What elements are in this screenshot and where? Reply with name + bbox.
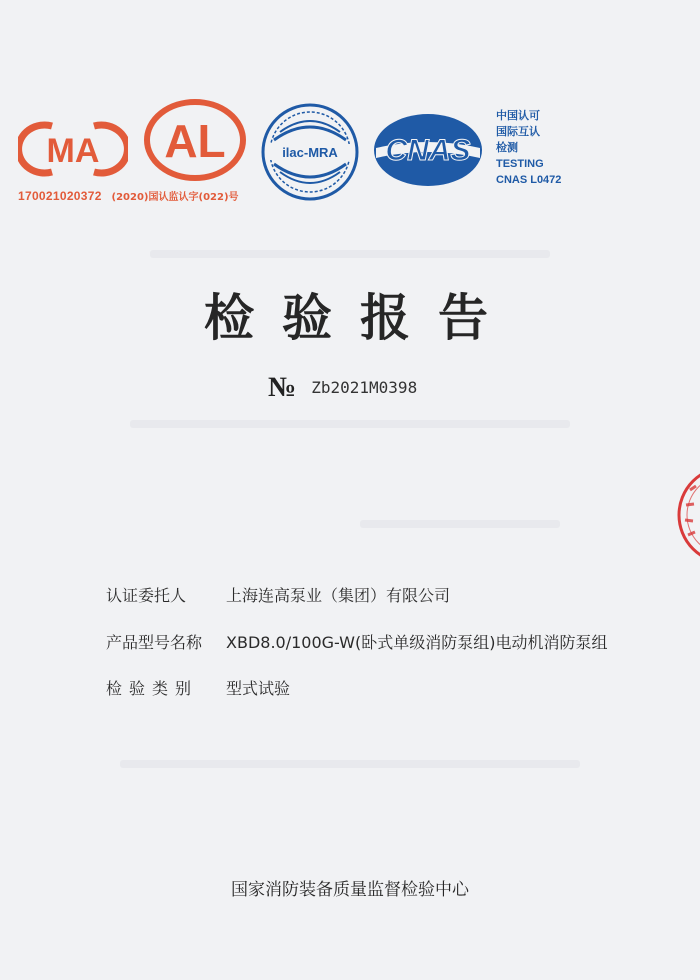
- cnas-line: CNAS L0472: [496, 174, 562, 186]
- background-texture: [120, 760, 580, 768]
- background-texture: [130, 420, 570, 428]
- issuing-organization: 国家消防装备质量监督检验中心: [231, 880, 469, 900]
- report-number-value: Zb2021M0398: [311, 378, 418, 397]
- info-row-client: [106, 583, 450, 606]
- report-title: 检验报告: [204, 289, 516, 347]
- background-texture: [150, 250, 550, 258]
- cal-logo: [142, 97, 248, 183]
- certification-numbers: [18, 188, 239, 203]
- cnas-logo-text: CNAS: [385, 134, 471, 167]
- product-label: 产品型号名称: [106, 633, 203, 652]
- cnas-line: 中国认可: [496, 110, 540, 122]
- background-texture: [360, 520, 560, 528]
- cal-number: (2020)国认监认字(022)号: [111, 192, 239, 203]
- cma-logo-text: MA: [46, 132, 100, 170]
- number-symbol: №: [268, 372, 297, 403]
- cnas-logo: [372, 112, 484, 188]
- cma-logo: [18, 120, 128, 178]
- cnas-line: TESTING: [496, 158, 544, 170]
- type-label: 检验类别: [106, 679, 199, 698]
- cnas-accreditation-text: [496, 108, 561, 188]
- info-row-type: [106, 676, 290, 699]
- ilac-mra-logo: [260, 102, 360, 202]
- type-value: 型式试验: [226, 679, 291, 698]
- cal-logo-text: AL: [164, 115, 226, 167]
- cnas-line: 国际互认: [496, 126, 540, 138]
- official-seal: [672, 460, 700, 570]
- product-value: XBD8.0/100G-W(卧式单级消防泵组)电动机消防泵组: [226, 633, 608, 652]
- client-value: 上海连高泵业（集团）有限公司: [226, 586, 451, 605]
- info-row-product: [106, 630, 607, 653]
- report-number: [268, 372, 417, 404]
- client-label: 认证委托人: [106, 586, 187, 605]
- ilac-logo-text: ilac-MRA: [282, 145, 338, 160]
- cnas-line: 检测: [496, 142, 518, 154]
- cma-number: 170021020372: [18, 189, 102, 203]
